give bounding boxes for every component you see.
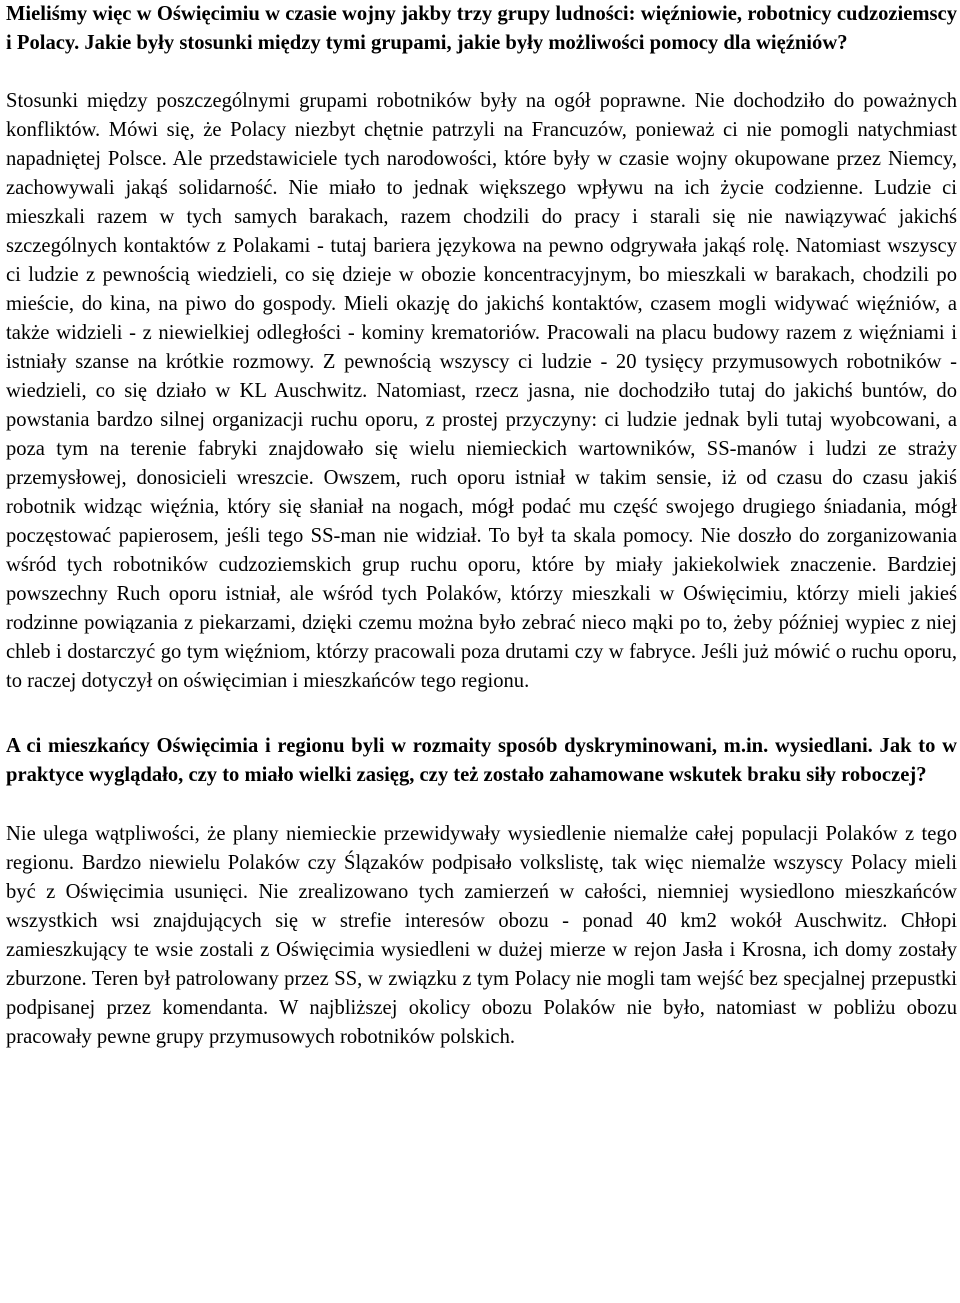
answer-paragraph: Stosunki między poszczególnymi grupami robotników były na ogół poprawne. Nie dochodziło do poważnych konfliktów. Mówi się, że Polacy niezbyt chętnie patrzyli na Francuzów, ponieważ ci nie pomogli natychmiast napadniętej Polsce. Ale przedstawiciele tych narodowości, które były w czasie wojny okupowane przez Niemcy, zachowywali jakąś solidarność. Nie miało to jednak większego wpływu na ich życie codzienne. Ludzie ci mieszkali razem w tych samych barakach, razem chodzili do pracy i starali się nie nawiązywać jakichś szczególnych kontaktów z Polakami - tutaj bariera językowa na pewno odgrywała jakąś rolę. Natomiast wszyscy ci ludzie z pewnością wiedzieli, co się dzieje w obozie koncentracyjnym, bo mieszkali w barakach, chodzili po mieście, do kina, na piwo do gospody. Mieli okazję do jakichś kontaktów, czasem mogli widywać więźniów, a także widzieli - z niewielkiej odległości - kominy krematoriów. Pracowali na placu budowy razem z więźniami i istniały szanse na krótkie rozmowy. Z pewnością wszyscy ci ludzie - 20 tysięcy przymusowych robotników - wiedzieli, co się działo w KL Auschwitz. Natomiast, rzecz jasna, nie dochodziło tutaj do jakichś buntów, do powstania bardzo silnej organizacji ruchu oporu, z prostej przyczyny: ci ludzie jednak byli tutaj wyobcowani, a poza tym na terenie fabryki znajdowało się wielu niemieckich wartowników, SS-manów i ludzi ze straży przemysłowej, donosicieli wreszcie. Owszem, ruch oporu istniał w takim sensie, iż od czasu do czasu jakiś robotnik widząc więźnia, który się słaniał na nogach, mógł podać mu część swojego drugiego śniadania, mógł poczęstować papierosem, jeśli tego SS-man nie widział. To był ta skala pomocy. Nie doszło do zorganizowania wśród tych robotników cudzoziemskich grup ruchu oporu, które by miały jakiekolwiek znaczenie. Bardziej powszechny Ruch oporu istniał, ale wśród tych Polaków, którzy mieszkali w Oświęcimiu, którzy mieli jakieś rodzinne powiązania z piekarzami, dzięki czemu można było zebrać nieco mąki po to, żeby później wypiec z niej chleb i dostarczyć go tym więźniom, którzy pracowali poza drutami czy w fabryce. Jeśli już mówić o ruchu oporu, to raczej dotyczył on oświęcimian i mieszkańców tego regionu.: [6, 90, 957, 692]
document-page: [6, 0, 957, 1052]
question-paragraph: Mieliśmy więc w Oświęcimiu w czasie wojny jakby trzy grupy ludności: więźniowie, robotnicy cudzoziemscy i Polacy. Jakie były stosunki między tymi grupami, jakie były możliwości pomocy dla więźniów?: [6, 3, 957, 54]
answer-paragraph: Nie ulega wątpliwości, że plany niemieckie przewidywały wysiedlenie niemalże całej populacji Polaków z tego regionu. Bardzo niewielu Polaków czy Ślązaków podpisało volkslistę, tak więc niemalże wszyscy Polacy mieli być z Oświęcimia usunięci. Nie zrealizowano tych zamierzeń w całości, niemniej wysiedlono mieszkańców wszystkich wsi znajdujących się w strefie interesów obozu - ponad 40 km2 wokół Auschwitz. Chłopi zamieszkujący te wsie zostali z Oświęcimia wysiedleni w dużej mierze w rejon Jasła i Krosna, ich domy zostały zburzone. Teren był patrolowany przez SS, w związku z tym Polacy nie mogli tam wejść bez specjalnej przepustki podpisanej przez komendanta. W najbliższej okolicy obozu Polaków nie było, natomiast w pobliżu obozu pracowały pewne grupy przymusowych robotników polskich.: [6, 823, 957, 1048]
question-paragraph: A ci mieszkańcy Oświęcimia i regionu byli w rozmaity sposób dyskryminowani, m.in. wysiedlani. Jak to w praktyce wyglądało, czy to miało wielki zasięg, czy też zostało zahamowane wskutek braku siły roboczej?: [6, 735, 957, 786]
